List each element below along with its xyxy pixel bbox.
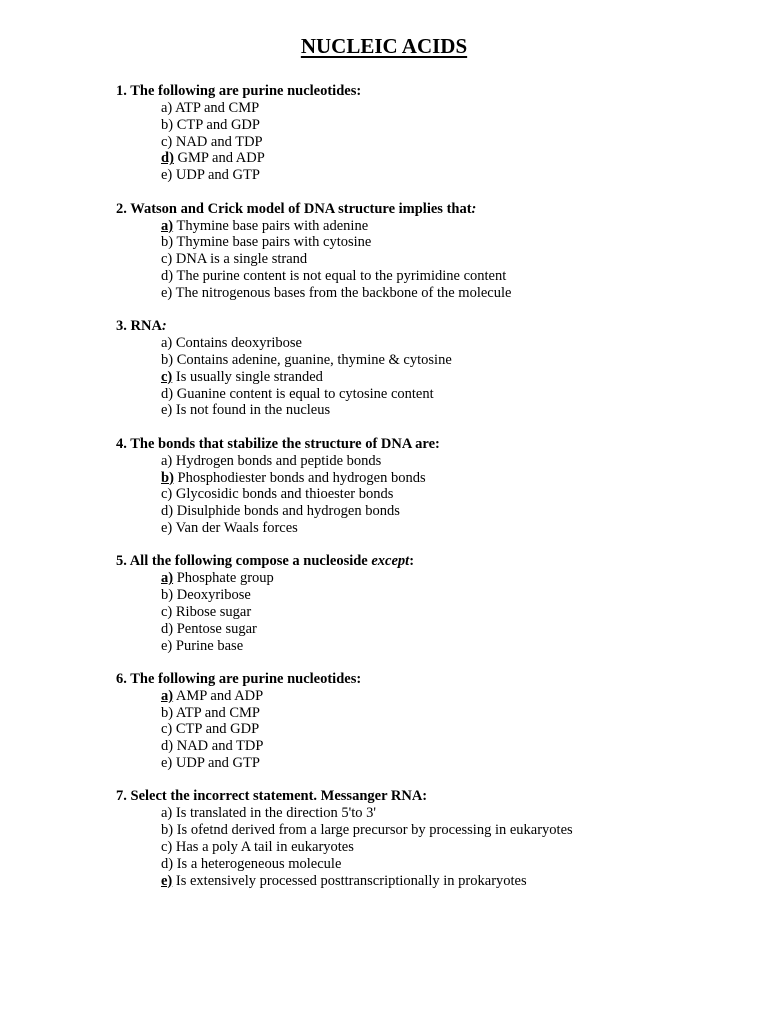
option-text: Contains deoxyribose (175, 335, 302, 352)
answer-option (161, 755, 756, 772)
question-suffix: : (409, 553, 415, 570)
option-letter: e) (161, 637, 173, 654)
option-text: Van der Waals forces (175, 519, 298, 536)
question-number: 5. (116, 553, 127, 570)
option-text: DNA is a single strand (175, 251, 308, 268)
answer-option (161, 470, 756, 487)
answer-option (161, 570, 756, 587)
page-title (0, 31, 768, 61)
option-letter: e) (161, 519, 173, 536)
question-stem: RNA (130, 318, 162, 335)
answer-option (161, 234, 756, 251)
option-letter: b) (161, 351, 174, 368)
answer-option (161, 856, 756, 873)
question-emphasis: : (471, 200, 477, 217)
option-text: Disulphide bonds and hydrogen bonds (176, 503, 400, 520)
option-text: NAD and TDP (175, 133, 263, 150)
option-letter: c) (161, 603, 173, 620)
question-stem: The following are purine nucleotides: (130, 670, 362, 687)
option-letter: a) (161, 805, 173, 822)
option-text: Glycosidic bonds and thioester bonds (175, 486, 394, 503)
option-letter: b) (161, 234, 174, 251)
option-text: UDP and GTP (175, 167, 260, 184)
option-letter: e) (161, 755, 173, 772)
option-letter: a) (161, 100, 173, 116)
answer-option (161, 520, 756, 537)
answer-option (161, 688, 756, 705)
correct-answer-letter: a) (161, 687, 174, 704)
option-text: Deoxyribose (176, 587, 251, 604)
option-text: ATP and CMP (175, 704, 260, 721)
question-list (116, 83, 756, 906)
answer-option (161, 721, 756, 738)
option-letter: d) (161, 385, 174, 402)
answer-option (161, 352, 756, 369)
option-letter: b) (161, 116, 174, 133)
option-text: Guanine content is equal to cytosine content (176, 385, 434, 402)
question-stem: The bonds that stabilize the structure of DNA are: (130, 435, 440, 452)
option-letter: d) (161, 855, 174, 872)
answer-option (161, 167, 756, 184)
answer-option (161, 621, 756, 638)
answer-option (161, 150, 756, 167)
option-text: NAD and TDP (176, 738, 264, 755)
correct-answer-letter: c) (161, 368, 173, 385)
option-text: Is translated in the direction 5'to 3' (175, 805, 377, 822)
option-text: Is usually single stranded (175, 368, 323, 385)
question-text (116, 83, 756, 100)
option-text: ATP and CMP (175, 100, 260, 116)
option-letter: d) (161, 503, 174, 520)
question-stem: The following are purine nucleotides: (130, 83, 362, 99)
question-stem: All the following compose a nucleoside (129, 553, 372, 570)
answer-option (161, 218, 756, 235)
option-letter: c) (161, 251, 173, 268)
option-text: CTP and GDP (176, 116, 260, 133)
question-stem: Select the incorrect statement. Messanger RNA: (130, 788, 428, 805)
answer-option (161, 822, 756, 839)
question-number: 6. (116, 670, 127, 687)
option-text: Thymine base pairs with cytosine (176, 234, 372, 251)
answer-option (161, 503, 756, 520)
option-letter: c) (161, 839, 173, 856)
answer-option (161, 587, 756, 604)
question-3 (116, 318, 756, 419)
option-text: The nitrogenous bases from the backbone of the molecule (175, 284, 512, 301)
answer-option (161, 873, 756, 890)
page-title-text: NUCLEIC ACIDS (300, 34, 468, 58)
answer-option (161, 117, 756, 134)
option-text: Has a poly A tail in eukaryotes (175, 839, 354, 856)
option-text: Is extensively processed posttranscriptionally in prokaryotes (175, 872, 527, 889)
correct-answer-letter: d) (161, 150, 174, 167)
answer-option (161, 386, 756, 403)
option-text: Pentose sugar (176, 620, 257, 637)
answer-option (161, 100, 756, 117)
option-letter: b) (161, 704, 174, 721)
option-text: Is not found in the nucleus (175, 402, 331, 419)
option-text: Hydrogen bonds and peptide bonds (175, 452, 382, 469)
option-text: CTP and GDP (175, 721, 260, 738)
option-text: AMP and ADP (175, 687, 264, 704)
question-number: 2. (116, 200, 127, 217)
option-text: Ribose sugar (175, 603, 252, 620)
question-text (116, 553, 756, 570)
option-letter: c) (161, 133, 173, 150)
option-letter: b) (161, 587, 174, 604)
answer-option (161, 134, 756, 151)
question-emphasis: except (371, 553, 410, 570)
option-text: Thymine base pairs with adenine (176, 217, 369, 234)
question-text (116, 318, 756, 335)
question-number: 4. (116, 435, 127, 452)
question-stem: Watson and Crick model of DNA structure implies that (130, 200, 472, 217)
question-text (116, 671, 756, 688)
question-emphasis: : (161, 318, 167, 335)
option-text: Purine base (175, 637, 244, 654)
option-letter: a) (161, 335, 173, 352)
question-number: 3. (116, 318, 127, 335)
option-letter: e) (161, 402, 173, 419)
option-letter: d) (161, 620, 174, 637)
option-text: Phosphodiester bonds and hydrogen bonds (177, 469, 426, 486)
answer-option (161, 805, 756, 822)
option-letter: c) (161, 721, 173, 738)
answer-option (161, 268, 756, 285)
option-letter: e) (161, 284, 173, 301)
answer-option (161, 638, 756, 655)
answer-option (161, 251, 756, 268)
question-text (116, 788, 756, 805)
option-text: UDP and GTP (175, 755, 260, 772)
question-1 (116, 83, 756, 184)
answer-option (161, 402, 756, 419)
correct-answer-letter: b) (161, 469, 174, 486)
question-5 (116, 553, 756, 654)
question-2 (116, 201, 756, 302)
correct-answer-letter: a) (161, 570, 174, 587)
question-number: 1. (116, 83, 127, 99)
option-letter: d) (161, 267, 174, 284)
answer-option (161, 738, 756, 755)
answer-option (161, 604, 756, 621)
option-letter: e) (161, 167, 173, 184)
question-number: 7. (116, 788, 127, 805)
option-text: Contains adenine, guanine, thymine & cytosine (176, 351, 452, 368)
question-6 (116, 671, 756, 772)
option-text: The purine content is not equal to the pyrimidine content (176, 267, 507, 284)
answer-option (161, 369, 756, 386)
option-text: Phosphate group (176, 570, 274, 587)
answer-option (161, 839, 756, 856)
option-letter: b) (161, 822, 174, 839)
answer-option (161, 285, 756, 302)
answer-option (161, 705, 756, 722)
question-4 (116, 436, 756, 537)
correct-answer-letter: e) (161, 872, 173, 889)
option-letter: d) (161, 738, 174, 755)
answer-option (161, 486, 756, 503)
option-letter: c) (161, 486, 173, 503)
option-text: Is a heterogeneous molecule (176, 855, 342, 872)
option-text: Is ofetnd derived from a large precursor by processing in eukaryotes (176, 822, 573, 839)
question-text (116, 201, 756, 218)
option-text: GMP and ADP (177, 150, 265, 167)
question-text (116, 436, 756, 453)
correct-answer-letter: a) (161, 217, 174, 234)
option-letter: a) (161, 452, 173, 469)
answer-option (161, 335, 756, 352)
question-7 (116, 788, 756, 889)
answer-option (161, 453, 756, 470)
